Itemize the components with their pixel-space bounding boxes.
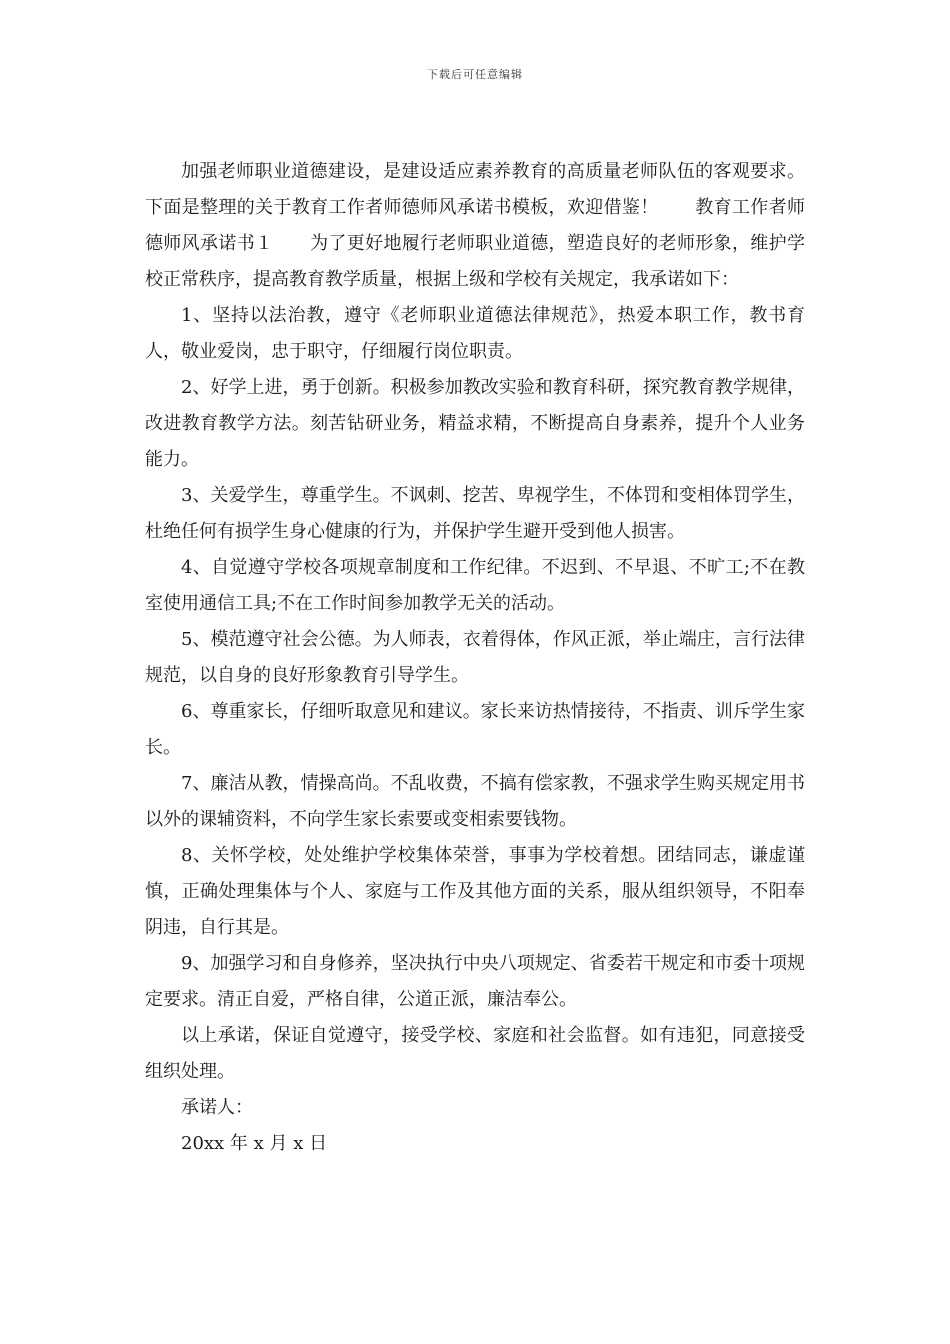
closing-paragraph: 以上承诺，保证自觉遵守，接受学校、家庭和社会监督。如有违犯，同意接受组织处理。	[145, 1025, 805, 1082]
intro-paragraph: 加强老师职业道德建设，是建设适应素养教育的高质量老师队伍的客观要求。下面是整理的关于教育工作者师德师风承诺书模板，欢迎借鉴！ 教育工作者师德师风承诺书１ 为了更好地履行老师职业道德，塑造良好的老师形象，维护学校正常秩序，提高教育教学质量，根据上级和学校有关规定，我承诺如下：	[145, 161, 805, 290]
signer-line: 承诺人：	[181, 1097, 253, 1118]
commitment-item-3: 3、关爱学生，尊重学生。不讽刺、挖苦、卑视学生，不体罚和变相体罚学生，杜绝任何有损学生身心健康的行为，并保护学生避开受到他人损害。	[145, 485, 805, 542]
commitment-item-2: 2、好学上进，勇于创新。积极参加教改实验和教育科研，探究教育教学规律，改进教育教学方法。刻苦钻研业务，精益求精，不断提高自身素养，提升个人业务能力。	[145, 377, 805, 470]
commitment-item-7: 7、廉洁从教，情操高尚。不乱收费，不搞有偿家教，不强求学生购买规定用书以外的课辅资料，不向学生家长索要或变相索要钱物。	[145, 773, 805, 830]
date-line: 20xx 年 x 月 x 日	[181, 1133, 328, 1154]
commitment-item-1: 1、坚持以法治教，遵守《老师职业道德法律规范》，热爱本职工作，教书育人，敬业爱岗，忠于职守，仔细履行岗位职责。	[145, 305, 805, 362]
page-header: 下载后可任意编辑	[427, 68, 523, 81]
commitment-item-8: 8、关怀学校，处处维护学校集体荣誉，事事为学校着想。团结同志，谦虚谨慎，正确处理集体与个人、家庭与工作及其他方面的关系，服从组织领导，不阳奉阴违，自行其是。	[145, 845, 805, 938]
commitment-item-6: 6、尊重家长，仔细听取意见和建议。家长来访热情接待，不指责、训斥学生家长。	[145, 701, 805, 758]
commitment-item-9: 9、加强学习和自身修养，坚决执行中央八项规定、省委若干规定和市委十项规定要求。清正自爱，严格自律，公道正派，廉洁奉公。	[145, 953, 805, 1010]
document-body	[145, 154, 805, 1162]
commitment-item-4: 4、自觉遵守学校各项规章制度和工作纪律。不迟到、不早退、不旷工;不在教室使用通信工具;不在工作时间参加教学无关的活动。	[145, 557, 805, 614]
commitment-item-5: 5、模范遵守社会公德。为人师表，衣着得体，作风正派，举止端庄，言行法律规范，以自身的良好形象教育引导学生。	[145, 629, 805, 686]
